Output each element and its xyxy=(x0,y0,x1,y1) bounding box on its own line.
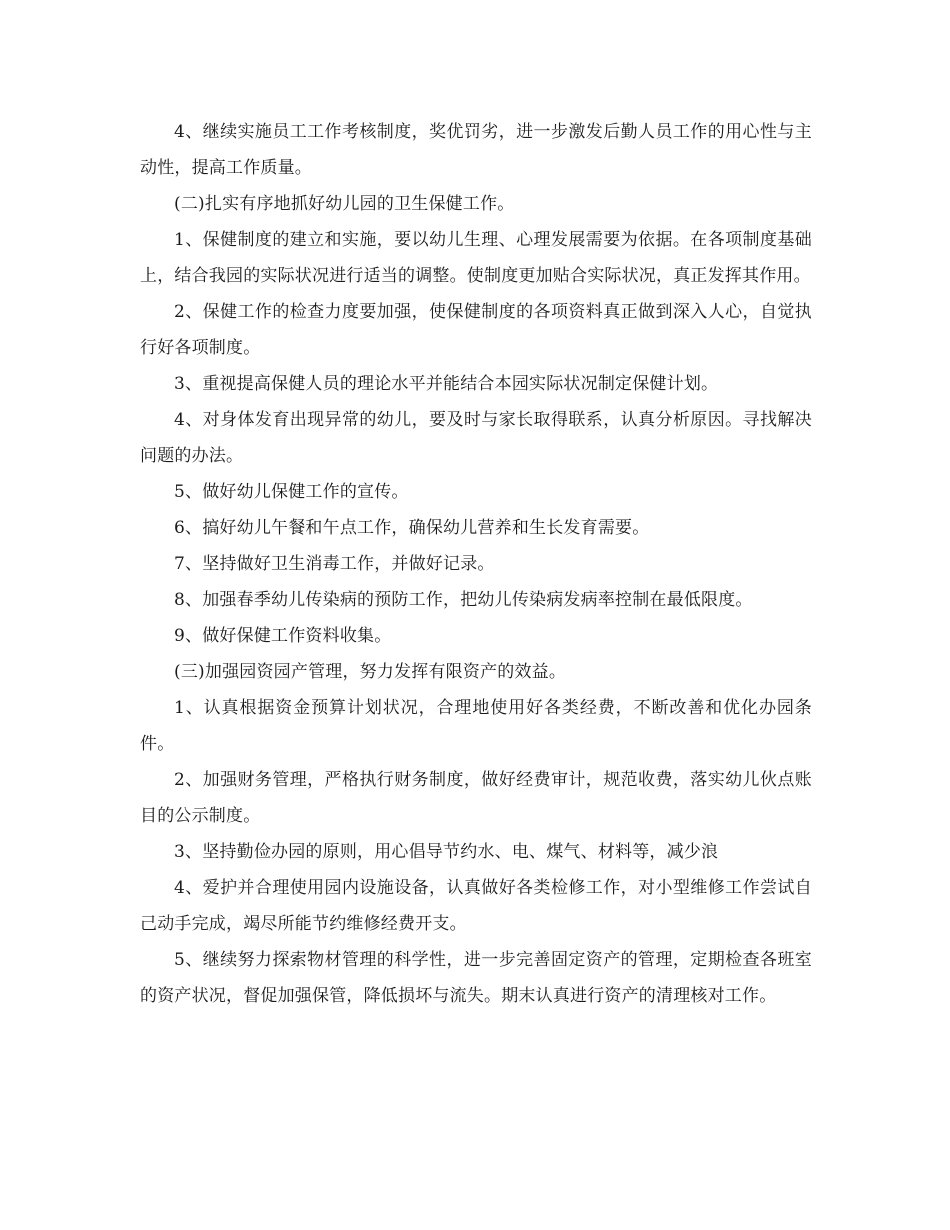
paragraph-1: 4、继续实施员工工作考核制度，奖优罚劣，进一步激发后勤人员工作的用心性与主动性，提高工作质量。 xyxy=(140,122,812,178)
paragraph-6: 4、对身体发育出现异常的幼儿，要及时与家长取得联系，认真分析原因。寻找解决问题的办法。 xyxy=(140,410,812,466)
paragraph-7: 5、做好幼儿保健工作的宣传。 xyxy=(174,482,409,502)
paragraph-4: 2、保健工作的检查力度要加强，使保健制度的各项资料真正做到深入人心，自觉执行好各项制度。 xyxy=(140,302,812,358)
paragraph-3: 1、保健制度的建立和实施，要以幼儿生理、心理发展需要为依据。在各项制度基础上，结合我园的实际状况进行适当的调整。使制度更加贴合实际状况，真正发挥其作用。 xyxy=(140,230,812,286)
paragraph-13: 1、认真根据资金预算计划状况，合理地使用好各类经费，不断改善和优化办园条件。 xyxy=(140,698,812,754)
paragraph-5: 3、重视提高保健人员的理论水平并能结合本园实际状况制定保健计划。 xyxy=(174,374,719,394)
paragraph-16: 4、爱护并合理使用园内设施设备，认真做好各类检修工作，对小型维修工作尝试自己动手完成，竭尽所能节约维修经费开支。 xyxy=(140,878,812,934)
paragraph-14: 2、加强财务管理，严格执行财务制度，做好经费审计，规范收费，落实幼儿伙点账目的公示制度。 xyxy=(140,770,812,826)
paragraph-8: 6、搞好幼儿午餐和午点工作，确保幼儿营养和生长发育需要。 xyxy=(174,518,650,538)
paragraph-17: 5、继续努力探索物材管理的科学性，进一步完善固定资产的管理，定期检查各班室的资产状况，督促加强保管，降低损坏与流失。期末认真进行资产的清理核对工作。 xyxy=(140,950,812,1006)
document-body xyxy=(140,114,812,1014)
section-heading-3: (三)加强园资园产管理，努力发挥有限资产的效益。 xyxy=(174,662,567,682)
section-heading-2: (二)扎实有序地抓好幼儿园的卫生保健工作。 xyxy=(174,194,515,214)
paragraph-10: 8、加强春季幼儿传染病的预防工作，把幼儿传染病发病率控制在最低限度。 xyxy=(174,590,753,610)
paragraph-9: 7、坚持做好卫生消毒工作，并做好记录。 xyxy=(174,554,495,574)
paragraph-11: 9、做好保健工作资料收集。 xyxy=(174,626,392,646)
paragraph-15: 3、坚持勤俭办园的原则，用心倡导节约水、电、煤气、材料等，减少浪 xyxy=(174,842,719,862)
